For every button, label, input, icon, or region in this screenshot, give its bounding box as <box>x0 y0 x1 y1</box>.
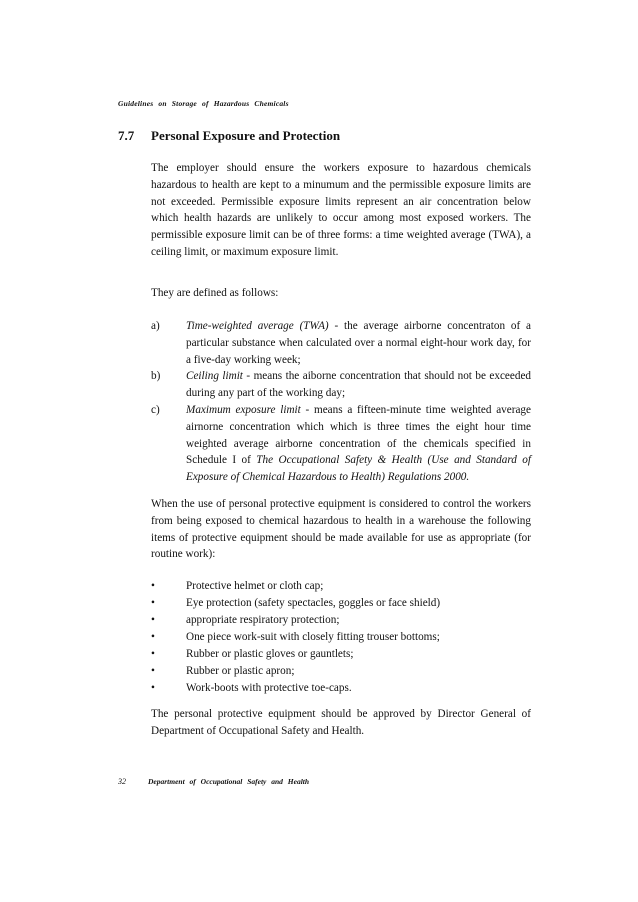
bullet-icon: • <box>151 597 155 609</box>
section-title: Personal Exposure and Protection <box>151 128 341 143</box>
bullet-icon: • <box>151 631 155 643</box>
approval-paragraph: The personal protective equipment should be approved by Director General of Department of Occupational Safety and Health. <box>151 708 531 737</box>
definition-term: Ceiling limit <box>186 370 243 382</box>
list-item-text: Work-boots with protective toe-caps. <box>186 682 352 694</box>
list-item <box>151 663 294 680</box>
list-item-text: Rubber or plastic apron; <box>186 665 295 677</box>
section-number: 7.7 <box>118 128 135 143</box>
definition-label: b) <box>151 370 161 382</box>
bullet-icon: • <box>151 665 155 677</box>
list-item <box>151 646 353 663</box>
definition-body: - the average airborne concentraton of a particular substance when calculated over a normal eight-hour work day, for a five-day working week; <box>186 320 532 366</box>
regulation-title: The Occupational Safety & Health (Use and Standard of Exposure of Chemical Hazardous to Health) Regulations 2000. <box>186 454 531 484</box>
definition-body: - means a fifteen-minute time weighted average airnorne concentration which which is three times the eight hour time weighted average airborne concentration of the chemicals specified in Schedule I of <box>186 404 531 467</box>
ppe-intro-paragraph: When the use of personal protective equipment is considered to control the workers from being exposed to chemical hazardous to health in a warehouse the following items of protective equipment should be made available for use as appropriate (for routine work): <box>151 498 531 561</box>
list-item <box>151 629 440 646</box>
list-item-text: Eye protection (safety spectacles, goggles or face shield) <box>186 597 441 609</box>
list-item <box>151 595 440 612</box>
definition-label: a) <box>151 320 160 332</box>
bullet-icon: • <box>151 648 155 660</box>
definition-term: Time-weighted average (TWA) <box>186 320 329 332</box>
list-item-text: One piece work-suit with closely fitting trouser bottoms; <box>186 631 440 643</box>
list-item <box>151 612 339 629</box>
list-item-text: Protective helmet or cloth cap; <box>186 580 324 592</box>
footer-department: Department of Occupational Safety and Health <box>148 777 310 786</box>
running-header: Guidelines on Storage of Hazardous Chemicals <box>118 99 289 108</box>
definition-term: Maximum exposure limit <box>186 404 301 416</box>
section-heading <box>118 128 340 144</box>
bullet-icon: • <box>151 580 155 592</box>
defined-paragraph: They are defined as follows: <box>151 287 279 299</box>
bullet-icon: • <box>151 614 155 626</box>
intro-paragraph: The employer should ensure the workers exposure to hazardous chemicals hazardous to health are kept to a minumum and the permissible exposure limits are not exceeded. Permissible exposure limits represent an air concentration below which health hazards are unlikely to occur among most exposed workers. The permissible exposure limit can be of three forms: a time weighted average (TWA), a ceiling limit, or maximum exposure limit. <box>151 162 531 258</box>
page-number: 32 <box>118 777 126 786</box>
list-item <box>151 680 352 697</box>
list-item <box>151 578 323 595</box>
list-item-text: Rubber or plastic gloves or gauntlets; <box>186 648 354 660</box>
definition-text <box>186 318 531 368</box>
definition-text <box>186 368 531 402</box>
definition-body: - means the aiborne concentration that should not be exceeded during any part of the working day; <box>186 370 532 399</box>
definition-label: c) <box>151 404 160 416</box>
bullet-icon: • <box>151 682 155 694</box>
list-item-text: appropriate respiratory protection; <box>186 614 340 626</box>
definition-text <box>186 402 531 486</box>
